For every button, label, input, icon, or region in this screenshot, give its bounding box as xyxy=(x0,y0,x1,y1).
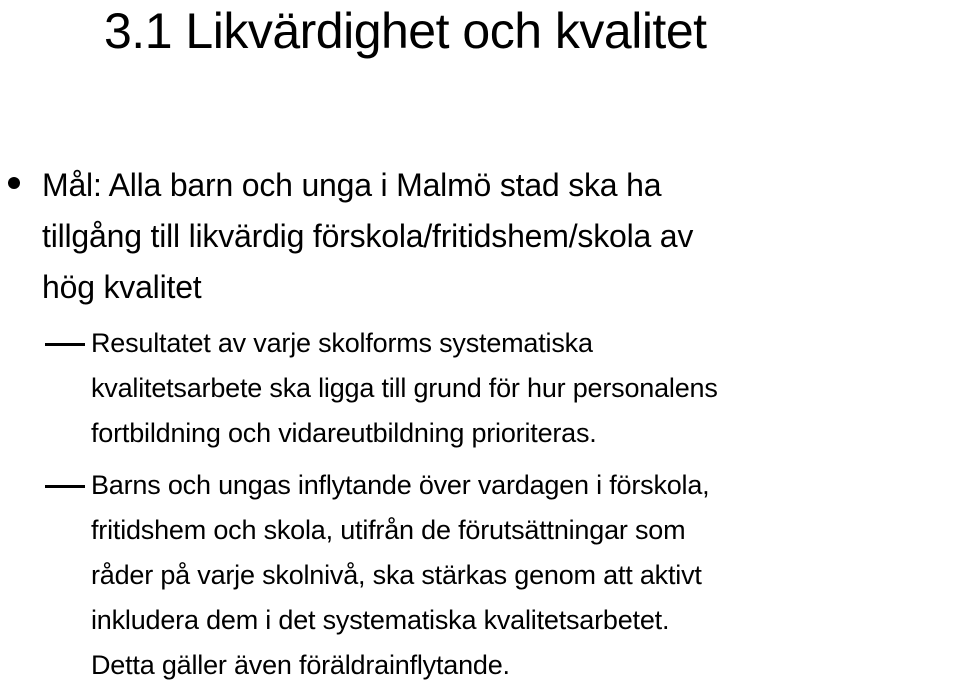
sub-bullet-line: fritidshem och skola, utifrån de förutsättningar som xyxy=(91,515,686,545)
sub-bullet-line: inkludera dem i det systematiska kvalitetsarbetet. xyxy=(91,605,670,635)
sub-bullet-line: kvalitetsarbete ska ligga till grund för hur personalens xyxy=(91,373,718,403)
sub-bullet-line: fortbildning och vidareutbildning prioriteras. xyxy=(91,418,597,448)
sub-bullet-1-text xyxy=(91,321,951,456)
sub-bullet-line: Resultatet av varje skolforms systematiska xyxy=(91,328,593,358)
main-bullet-line: tillgång till likvärdig förskola/fritidshem/skola av xyxy=(42,218,694,254)
sub-bullet-line: Barns och ungas inflytande över vardagen i förskola, xyxy=(91,470,710,500)
main-bullet-text xyxy=(42,160,942,313)
main-bullet-line: Mål: Alla barn och unga i Malmö stad ska ha xyxy=(42,167,662,203)
dash-icon xyxy=(45,485,85,488)
sub-bullet-2-text xyxy=(91,463,951,688)
main-bullet-line: hög kvalitet xyxy=(42,269,202,305)
dash-icon xyxy=(45,343,85,346)
slide-title: 3.1 Likvärdighet och kvalitet xyxy=(104,3,707,59)
sub-bullet-line: råder på varje skolnivå, ska stärkas genom att aktivt xyxy=(91,560,702,590)
bullet-dot-icon xyxy=(8,177,20,189)
sub-bullet-line: Detta gäller även föräldrainflytande. xyxy=(91,650,510,680)
